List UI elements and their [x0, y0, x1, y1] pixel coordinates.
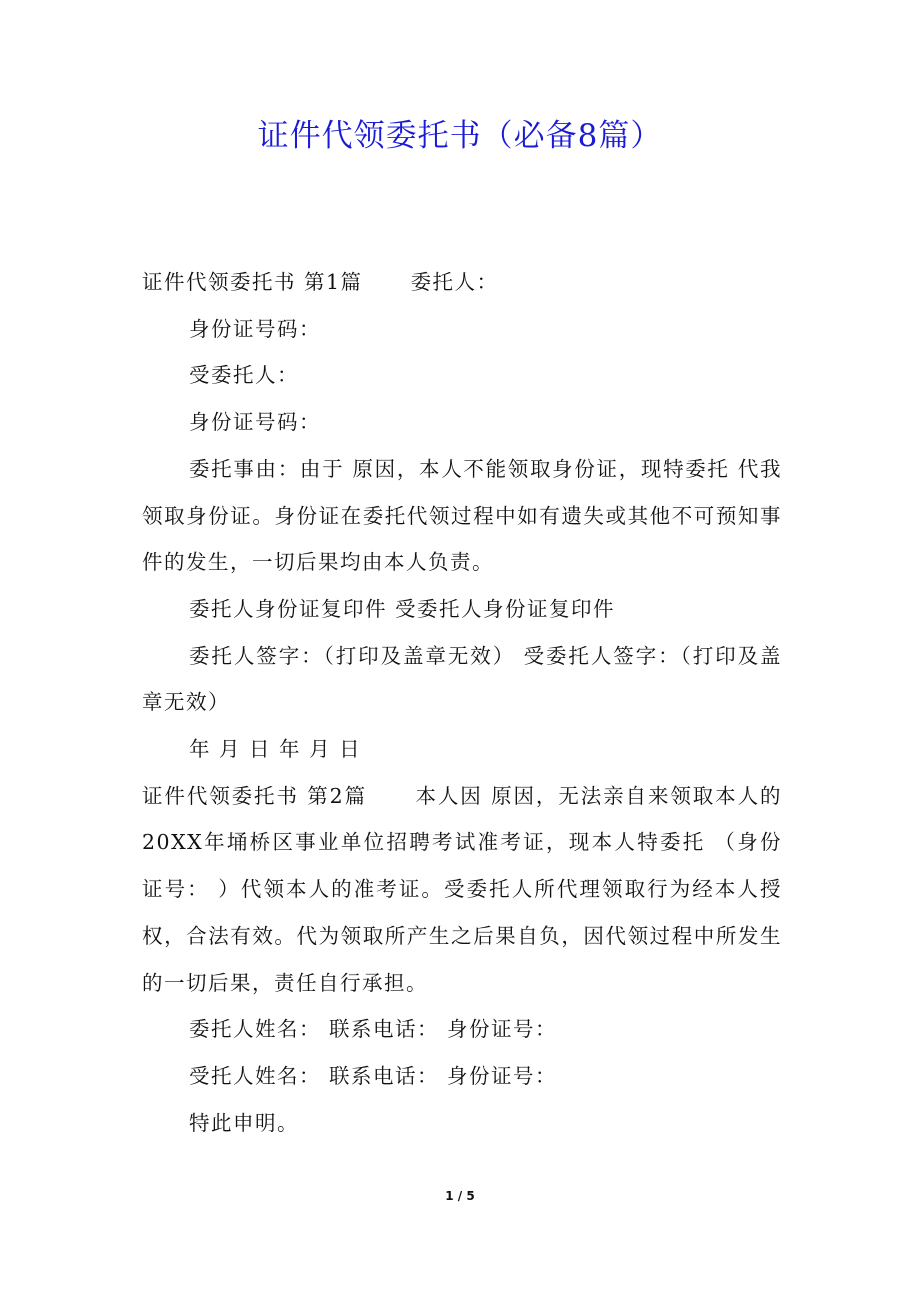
section-2-paragraph: 委托人姓名： 联系电话： 身份证号： — [189, 1017, 558, 1042]
section-1-paragraph: 身份证号码： — [189, 316, 321, 341]
section-1-paragraph: 委托人签字：（打印及盖章无效） 受委托人签字：（打印及盖章无效） — [142, 643, 782, 715]
principal-label: 委托人： — [410, 270, 499, 294]
section-1-paragraph: 年 月 日 年 月 日 — [189, 737, 362, 762]
section-2-paragraph: 特此申明。 — [189, 1110, 299, 1135]
section-2-intro — [142, 773, 782, 1007]
section-2-lead-text: 本人因 原因，无法亲自来领取本人的20XX年埇桥区事业单位招聘考试准考证，现本人特委托 （身份证号： ）代领本人的准考证。受委托人所代理领取行为经本人授权，合法有效。代为领取所产生之后果自负，因代领过程中所发生的一切后果，责任自行承担。 — [142, 783, 782, 995]
section-1-paragraph: 委托人身份证复印件 受委托人身份证复印件 — [189, 596, 616, 621]
section-1-intro — [142, 259, 782, 306]
section-2-paragraph: 受托人姓名： 联系电话： 身份证号： — [189, 1063, 558, 1088]
section-1-heading: 证件代领委托书 第1篇 — [142, 270, 363, 294]
section-1-paragraph: 身份证号码： — [189, 410, 321, 435]
page-number: 1 / 5 — [445, 1189, 475, 1203]
section-1-paragraph: 委托事由：由于 原因，本人不能领取身份证，现特委托 代我领取身份证。身份证在委托代领过程中如有遗失或其他不可预知事件的发生，一切后果均由本人负责。 — [142, 456, 782, 575]
section-1-paragraph: 受委托人： — [189, 363, 299, 388]
document-body — [142, 259, 782, 1146]
document-title: 证件代领委托书（必备8篇） — [257, 118, 663, 154]
section-2-heading: 证件代领委托书 第2篇 — [142, 783, 368, 808]
